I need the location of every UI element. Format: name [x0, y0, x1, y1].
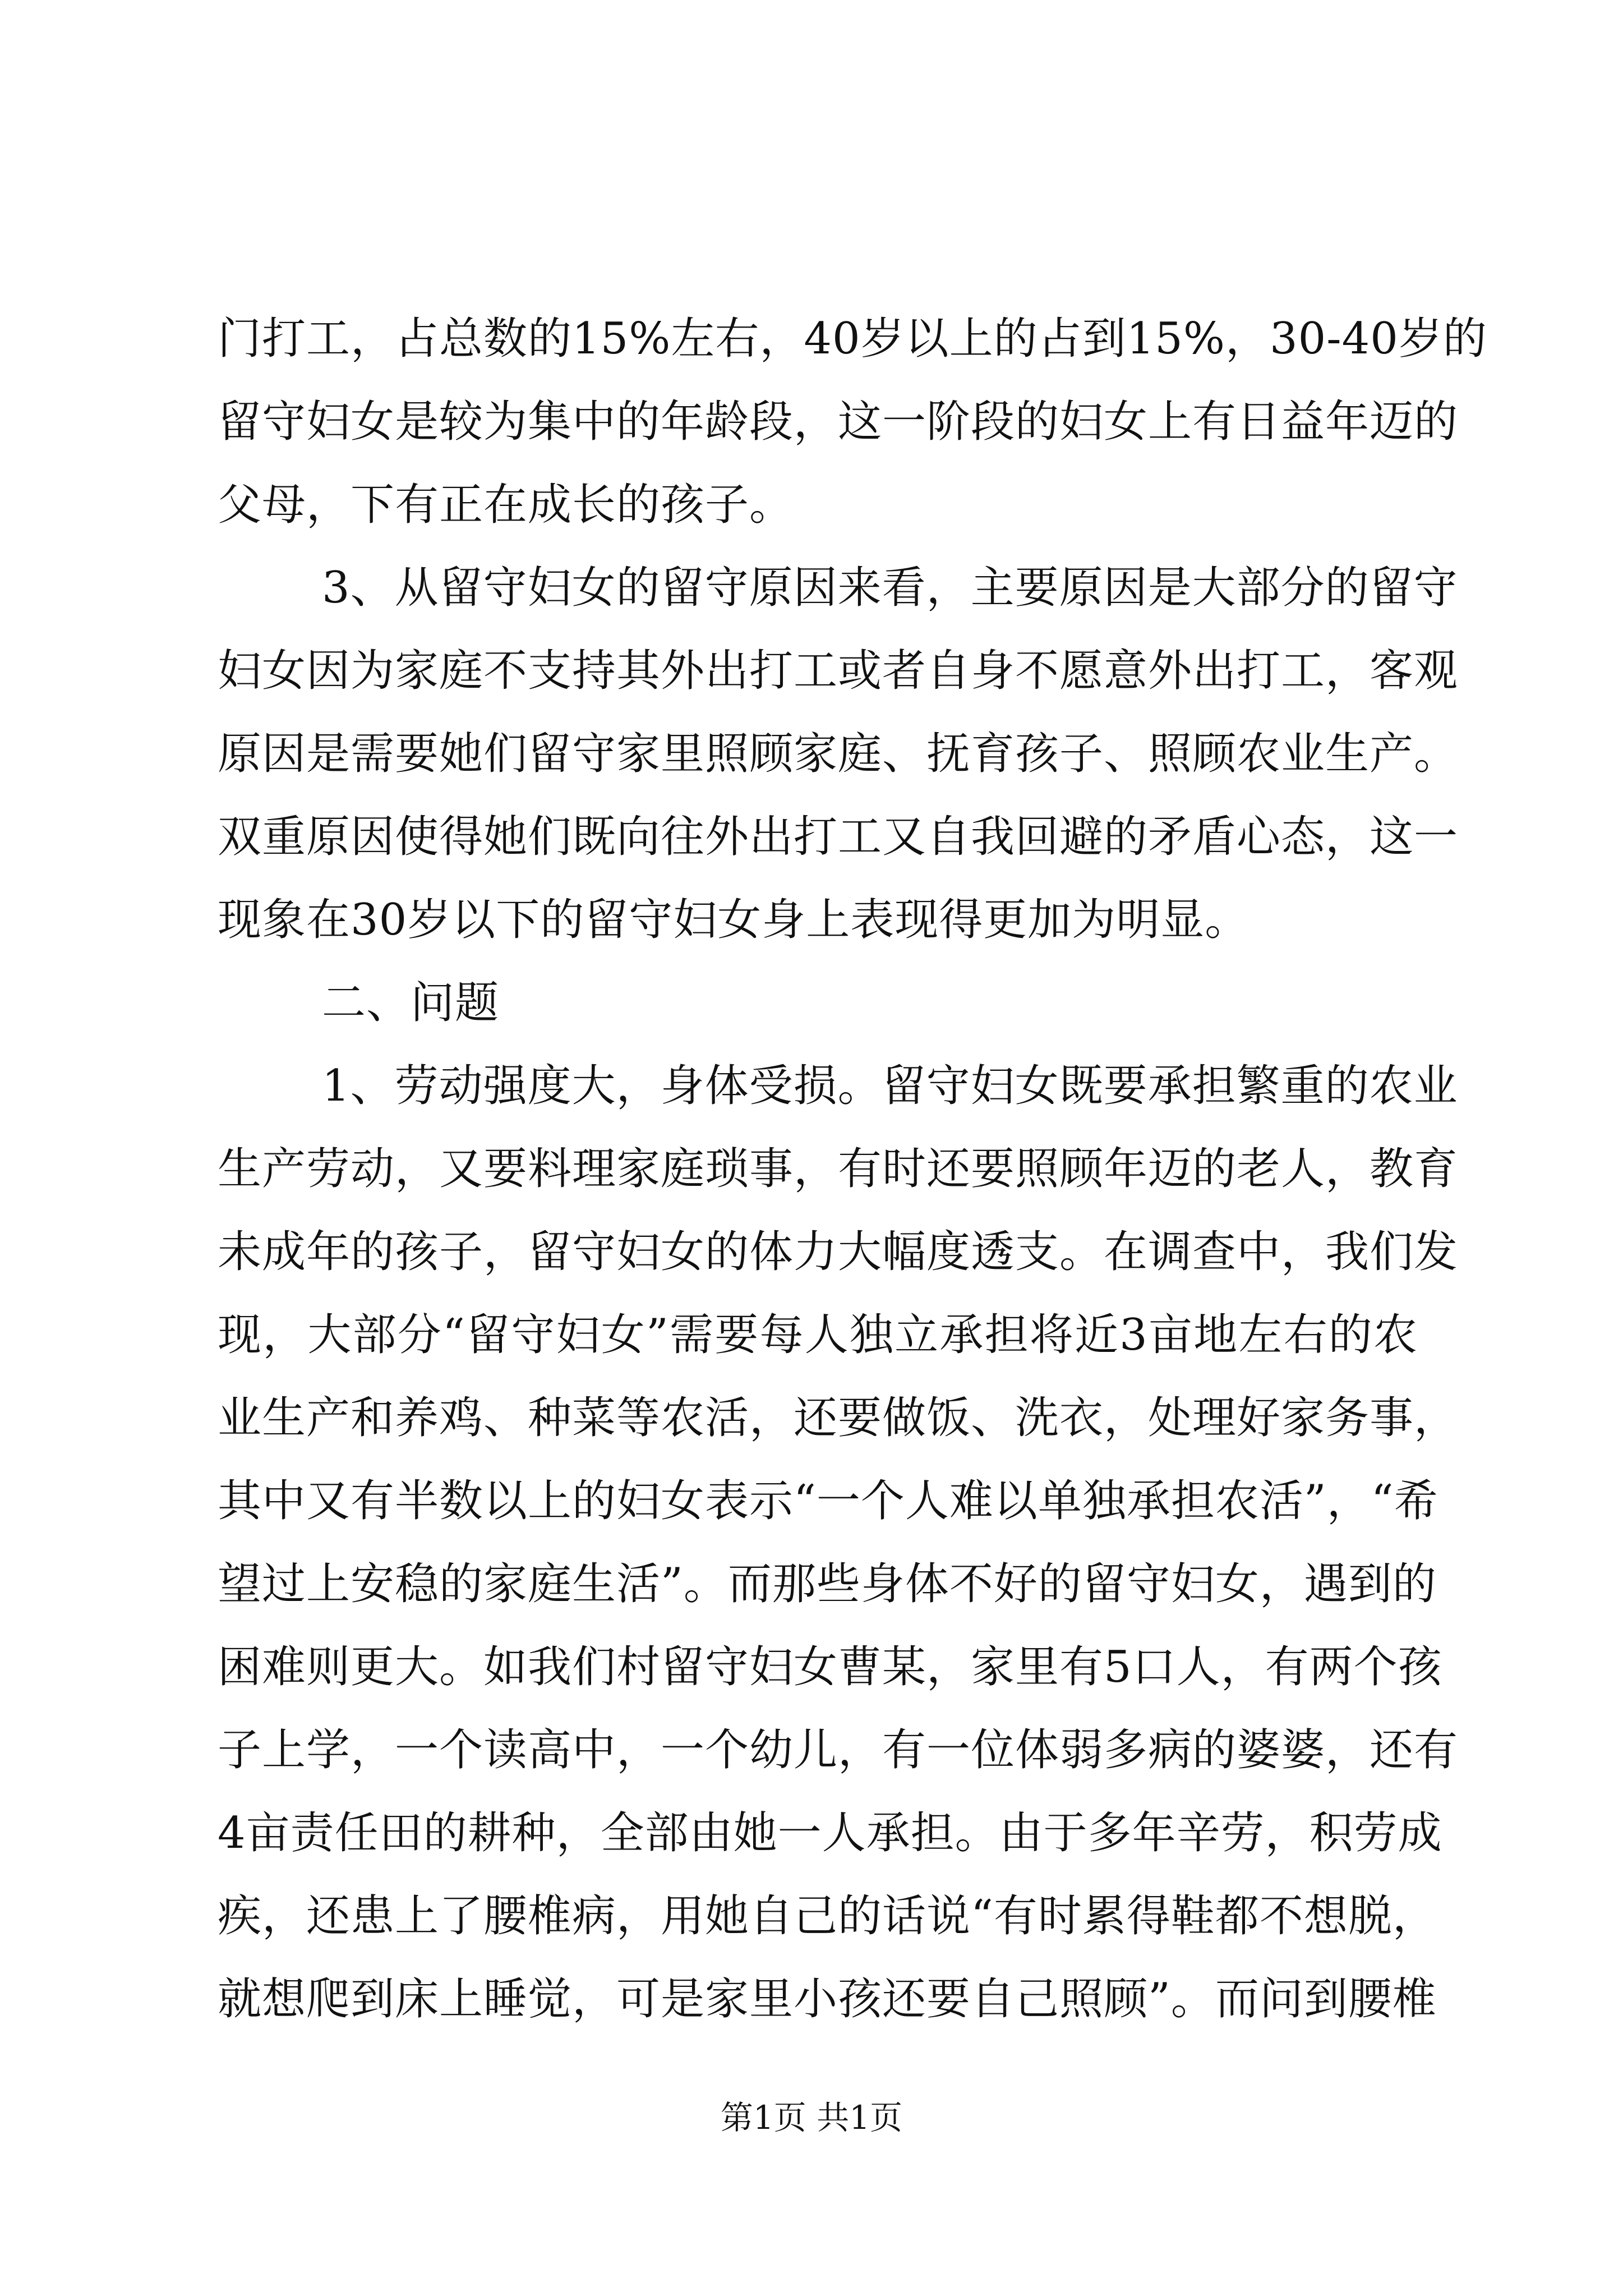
text-line: 3、从留守妇女的留守原因来看，主要原因是大部分的留守 — [322, 563, 1458, 613]
text-line: 其中又有半数以上的妇女表示“一个人难以单独承担农活”，“希 — [218, 1476, 1438, 1526]
text-line: 困难则更大。如我们村留守妇女曹某，家里有5口人，有两个孩 — [218, 1642, 1442, 1692]
text-line: 生产劳动，又要料理家庭琐事，有时还要照顾年迈的老人，教育 — [218, 1144, 1459, 1194]
text-line: 望过上安稳的家庭生活”。而那些身体不好的留守妇女，遇到的 — [218, 1559, 1437, 1609]
text-line: 疾，还患上了腰椎病，用她自己的话说“有时累得鞋都不想脱， — [218, 1891, 1437, 1941]
text-line: 1、劳动强度大，身体受损。留守妇女既要承担繁重的农业 — [322, 1061, 1458, 1111]
text-line: 4亩责任田的耕种，全部由她一人承担。由于多年辛劳，积劳成 — [218, 1808, 1442, 1858]
text-line: 留守妇女是较为集中的年龄段，这一阶段的妇女上有日益年迈的 — [218, 397, 1459, 447]
text-line: 妇女因为家庭不支持其外出打工或者自身不愿意外出打工，客观 — [218, 646, 1459, 696]
text-line: 原因是需要她们留守家里照顾家庭、抚育孩子、照顾农业生产。 — [218, 729, 1459, 779]
text-line: 就想爬到床上睡觉，可是家里小孩还要自己照顾”。而问到腰椎 — [218, 1974, 1437, 2024]
text-line: 未成年的孩子，留守妇女的体力大幅度透支。在调查中，我们发 — [218, 1227, 1459, 1277]
text-line: 现，大部分“留守妇女”需要每人独立承担将近3亩地左右的农 — [218, 1310, 1418, 1360]
text-line: 门打工，占总数的15%左右，40岁以上的占到15%，30-40岁的 — [218, 314, 1487, 364]
text-line: 现象在30岁以下的留守妇女身上表现得更加为明显。 — [218, 895, 1249, 945]
text-line: 子上学，一个读高中，一个幼儿，有一位体弱多病的婆婆，还有 — [218, 1725, 1459, 1775]
section-heading: 二、问题 — [322, 978, 500, 1028]
text-line: 双重原因使得她们既向往外出打工又自我回避的矛盾心态，这一 — [218, 812, 1459, 862]
text-line: 业生产和养鸡、种菜等农活，还要做饭、洗衣，处理好家务事， — [218, 1393, 1459, 1443]
text-line: 父母，下有正在成长的孩子。 — [218, 480, 794, 530]
page-footer: 第1页 共1页 — [720, 2099, 903, 2137]
